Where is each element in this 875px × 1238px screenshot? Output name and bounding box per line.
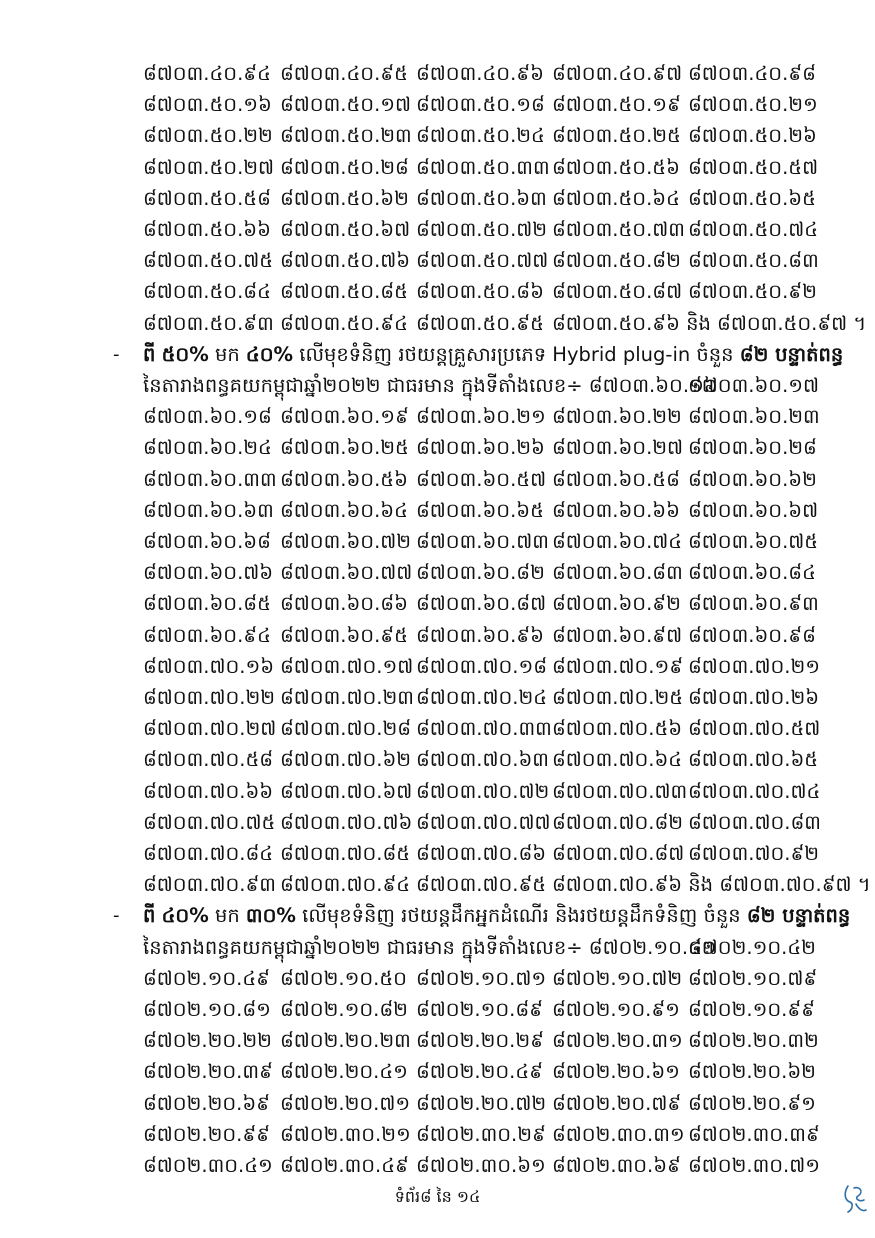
code-row: [143, 495, 823, 527]
tariff-code: ៨៧០៣.៥០.៧៦: [280, 249, 411, 273]
tariff-code: ៨៧០២.២០.៣២: [688, 1029, 819, 1053]
tariff-code: ៨៧០២.១០.៧១: [416, 966, 547, 990]
code-row: [143, 183, 823, 215]
tariff-code: ៨៧០៣.៧០.៦៧: [280, 779, 413, 803]
tariff-code: ៨៧០៣.៥០.៩៤: [280, 311, 408, 335]
tariff-code: ៨៧០៣.៥០.៥៧: [688, 155, 819, 179]
tariff-code: ៨៧០៣.៧០.៧៤: [688, 779, 821, 803]
code-row: [143, 214, 823, 246]
tariff-code: ៨៧០៣.៥០.៧៤: [688, 218, 819, 241]
tariff-code: ៨៧០៣.៧០.៨៥: [280, 842, 411, 865]
code-row: [143, 1025, 823, 1057]
tariff-code: ៨៧០៣.៦០.២១: [416, 405, 546, 429]
tariff-code: ៨៧០៣.៥០.១៨: [416, 93, 545, 117]
tariff-code: ៨៧០៣.៥០.១៧: [280, 93, 412, 117]
tariff-code: ៨៧០៣.៥០.៨៣: [688, 249, 819, 273]
tariff-code: ៨៧០២.៣០.២៩: [416, 1122, 546, 1146]
tariff-code: ៨៧០៣.៦០.៦៤: [280, 498, 408, 522]
tariff-code: ៨៧០៣.៥០.៩២: [688, 280, 817, 304]
from-word: ពី: [143, 904, 156, 928]
tariff-code: ៨៧០៣.៥០.៣៣: [416, 155, 550, 179]
tariff-code: ៨៧០៣.៧០.៦៤: [552, 748, 683, 772]
tariff-code: ៨៧០៣.៦០.៨៦: [280, 592, 408, 616]
tariff-code: ៨៧០៣.៧០.២៥: [552, 686, 684, 709]
tariff-code: ៨៧០៣.៥០.៨៧: [552, 280, 683, 304]
tariff-code: ៨៧០៣.៥០.១៩: [552, 93, 681, 117]
tariff-code: ៨៧០៣.៦០.៨៣: [552, 561, 683, 585]
code-row: [143, 464, 823, 496]
tariff-code: ៨៧០៣.៥០.៩៥: [416, 311, 544, 335]
tariff-code: ៨៧០២.២០.៤១: [280, 1060, 408, 1084]
code-row: [143, 276, 823, 308]
tariff-code: ៨៧០២.២០.៦២: [688, 1060, 816, 1084]
tariff-code: ៨៧០៣.៧០.១៨: [416, 654, 548, 678]
tariff-code: ៨៧០៣.៧០.៥៨: [143, 748, 274, 772]
code-row: [143, 994, 823, 1026]
tariff-code: ៨៧០៣.៥០.៩៣: [143, 311, 274, 335]
tariff-code: ៨៧០៣.៥០.៦៤: [552, 186, 680, 210]
tariff-code: ៨៧០២.២០.៧៩: [552, 1091, 682, 1115]
tariff-code: ៨៧០៣.៦០.៦៦: [552, 498, 680, 522]
tariff-code: ៨៧០៣.៦០.៦៨: [143, 530, 271, 553]
tariff-code: ៨៧០៣.៧០.៩២: [688, 842, 820, 865]
tariff-code: ៨៧០២.៣០.៦១: [416, 1154, 546, 1177]
tariff-code: ៨៧០៣.៧០.២៦: [688, 686, 820, 709]
tariff-code: ៨៧០៣.៦០.១៩: [280, 405, 409, 429]
tariff-code: ៨៧០៣.៥០.៦៥: [688, 186, 816, 210]
bullet-marker: -: [113, 343, 120, 365]
tariff-line-count: ៨២ បន្ទាត់ពន្ធ: [739, 342, 844, 366]
tariff-code: ៨៧០៣.៧០.១៩: [552, 654, 684, 678]
code-row: [143, 869, 871, 901]
tariff-code: ៨៧០៣.៧០.២៤: [416, 686, 548, 709]
tariff-code: ៨៧០២.៣០.៦៩: [552, 1154, 681, 1177]
tariff-code: ៨៧០៣.៦០.៦២: [688, 467, 817, 491]
tariff-code: ៨៧០២.៣០.៧១: [688, 1154, 820, 1177]
tariff-code: ៨៧០២.២០.៧២: [416, 1091, 547, 1115]
tariff-code: ៨៧០៣.៧០.៩៤: [280, 873, 411, 897]
tariff-code: ៨៧០៣.៦០.៦៥: [416, 498, 544, 522]
code-row: [143, 713, 823, 745]
tariff-code: ៨៧០៣.៧០.៥៧: [688, 717, 821, 741]
code-row: [143, 152, 823, 184]
tariff-code: ៨៧០៣.៦០.៦៧: [688, 498, 819, 522]
tariff-code: ៨៧០២.១០.៤៩: [143, 966, 270, 990]
tariff-code: ៨៧០៣.៧០.៨៣: [688, 810, 821, 834]
from-rate: ៥០%: [161, 342, 209, 366]
rate-change-line: [143, 900, 851, 932]
tariff-code: ៨៧០៣.៦០.៧៥: [688, 530, 819, 553]
code-row: [143, 308, 867, 340]
code-row: [143, 963, 823, 995]
tariff-code: ៨៧០៣.៥០.២៨: [280, 155, 409, 179]
tariff-code: ៨៧០៣.៥០.៦៧: [280, 218, 411, 241]
bullet-marker: -: [113, 905, 120, 927]
tariff-code: ៨៧០៣.៧០.៦៣: [416, 748, 549, 772]
tariff-code: ៨៧០៣.៦០.៧៧: [280, 561, 413, 585]
tariff-code: ៨៧០៣.៥០.៦២: [280, 186, 409, 210]
tariff-code: ៨៧០៣.៦០.២៧: [552, 436, 684, 460]
tariff-code: ៨៧០៣.៧០.៩៦ និង ៨៧០៣.៧០.៩៧ ។: [552, 873, 871, 897]
tariff-code: ៨៧០៣.៥០.៧៥: [143, 249, 274, 273]
tariff-code: ៨៧០៣.៦០.៥៦: [280, 467, 408, 491]
tariff-code: ៨៧០៣.៧០.៣៣: [416, 717, 552, 741]
rate-change-line: [143, 339, 844, 371]
tariff-code: ៨៧០៣.៦០.៩៣: [688, 592, 819, 616]
code-row: [143, 1150, 823, 1182]
tariff-code: ៨៧០៣.៧០.៩៥: [416, 873, 547, 897]
schedule-text: នៃតារាងពន្ធគយកម្ពុជាឆ្នាំ២០២២ ជាធរមាន ក្នុងទីតាំងលេខ÷ ៨៧០២.១០.៤១: [143, 935, 717, 959]
tariff-code: ៨៧០៣.៥០.២៧: [143, 155, 275, 179]
code-row: [143, 89, 823, 121]
tariff-code: ៨៧០៣.៥០.២១: [688, 93, 818, 117]
tariff-code: ៨៧០២.២០.៣១: [552, 1029, 683, 1053]
tariff-code: ៨៧០៣.៦០.២៨: [688, 436, 817, 460]
tariff-code: ៨៧០២.២០.២៩: [416, 1029, 544, 1053]
goods-description: លើមុខទំនិញ រថយន្តដឹកអ្នកដំណើរ និងរថយន្តដឹកទំនិញ ចំនួន: [302, 904, 741, 928]
tariff-code: ៨៧០៣.៧០.៩៣: [143, 873, 276, 897]
tariff-code: ៨៧០២.២០.២៣: [280, 1029, 411, 1053]
tariff-code: ៨៧០៣.៥០.៧២: [416, 218, 548, 241]
tariff-code: ៨៧០៣.៧០.៧៦: [280, 810, 413, 834]
tariff-code: ៨៧០២.២០.៣៩: [143, 1060, 273, 1084]
tariff-code: ៨៧០៣.៧០.២៨: [280, 717, 412, 741]
tariff-code: ៨៧០៣.៦០.២២: [552, 405, 682, 429]
initials-signature-mark: [842, 1182, 868, 1216]
tariff-code: ៨៧០៣.៥០.៥៦: [552, 155, 680, 179]
code-row: [143, 401, 823, 433]
tariff-code: ៨៧០៣.៦០.២៦: [416, 436, 545, 460]
goods-description: លើមុខទំនិញ រថយន្តគ្រួសារប្រភេទ Hybrid plug-in ចំនួន: [299, 342, 734, 366]
from-rate: ៤០%: [161, 904, 209, 928]
tariff-code: ៨៧០៣.៧០.៧៧: [416, 810, 551, 834]
tariff-line-count: ៨២ បន្ទាត់ពន្ធ: [746, 904, 851, 928]
tariff-code: ៨៧០៣.៧០.២២: [143, 686, 275, 709]
tariff-code: ៨៧០៣.៦០.៥៧: [416, 467, 547, 491]
tariff-code: ៨៧០៣.៧០.១៧: [280, 654, 414, 678]
page-number: ទំព័រ៨ នៃ ១៤: [394, 1187, 481, 1206]
tariff-code: ៨៧០២.៣០.២១: [280, 1122, 411, 1146]
tariff-code: ៨៧០៣.៧០.៧២: [416, 779, 550, 803]
tariff-code: ៨៧០៣.៦០.២៥: [280, 436, 409, 460]
tariff-code: ៨៧០៣.៤០.៩៧: [552, 62, 683, 85]
code-row: [143, 620, 823, 652]
tariff-code: ៨៧០២.២០.២២: [143, 1029, 272, 1053]
to-rate: ៣០%: [245, 904, 296, 928]
tariff-code: ៨៧០៣.៧០.៨២: [552, 810, 684, 834]
tariff-code: ៨៧០២.១០.៩១: [552, 998, 680, 1021]
to-word: មក: [214, 904, 240, 928]
tariff-code: ៨៧០៣.៥០.៦៣: [416, 186, 547, 210]
code-row: [143, 557, 823, 589]
tariff-code: ៨៧០៣.៥០.៦៦: [143, 218, 271, 241]
tariff-code: ៨៧០៣.៦០.៨៥: [143, 592, 271, 616]
tariff-code: ៨៧០៣.៦០.៩៦: [416, 623, 544, 647]
code-row: [143, 58, 823, 90]
code-row: [143, 588, 823, 620]
tariff-code: ៨៧០២.៣០.៤១: [143, 1154, 273, 1177]
schedule-reference-line: [143, 932, 833, 964]
tariff-code: ៨៧០៣.៤០.៩៨: [688, 62, 816, 85]
tariff-code: ៨៧០២.១០.៨២: [280, 998, 408, 1021]
code-row: [143, 526, 823, 558]
code-row: [143, 838, 823, 870]
tariff-code: ៨៧០៣.៧០.២៧: [143, 717, 277, 741]
tariff-code: ៨៧០៣.៦០.៩២: [552, 592, 681, 616]
code-row: [143, 744, 823, 776]
tariff-code: ៨៧០៣.៤០.៩៤: [143, 62, 271, 85]
tariff-code: ៨៧០៣.៥០.១៦: [143, 93, 272, 117]
tariff-code: ៨៧០២.២០.៩១: [688, 1091, 816, 1115]
tariff-code: ៨៧០៣.៦០.១៧: [688, 374, 820, 397]
tariff-code: ៨៧០៣.៦០.៩៥: [280, 623, 408, 647]
tariff-code: ៨៧០៣.៦០.៨៤: [688, 561, 816, 585]
tariff-code: ៨៧០២.១០.៧២: [552, 966, 683, 990]
code-row: [143, 1119, 823, 1151]
tariff-code: ៨៧០៣.៥០.៨៤: [143, 280, 271, 304]
tariff-code: ៨៧០៣.៦០.៨៧: [416, 592, 547, 616]
tariff-code: ៨៧០៣.៥០.២៣: [280, 124, 412, 148]
tariff-code: ៨៧០៣.៧០.២៣: [280, 686, 414, 709]
from-word: ពី: [143, 342, 156, 366]
tariff-code: ៨៧០៣.៥០.៥៨: [143, 186, 271, 210]
tariff-code: ៨៧០៣.៧០.១៦: [143, 654, 275, 678]
tariff-code: ៨៧០៣.៦០.២៣: [688, 405, 820, 429]
code-row: [143, 120, 823, 152]
tariff-code: ៨៧០៣.៥០.៨៦: [416, 280, 544, 304]
tariff-code: ៨៧០៣.៥០.៨៥: [280, 280, 408, 304]
code-row: [143, 682, 823, 714]
tariff-code: ៨៧០៣.៦០.៧៤: [552, 530, 683, 553]
tariff-code: ៨៧០៣.៦០.៧៦: [143, 561, 274, 585]
tariff-code: ៨៧០៣.៦០.៩៤: [143, 623, 271, 647]
to-word: មក: [214, 342, 240, 366]
tariff-code: ៨៧០២.២០.៧១: [280, 1091, 411, 1115]
tariff-code: ៨៧០២.១០.៨៩: [416, 998, 543, 1021]
code-row: [143, 1088, 823, 1120]
tariff-code: ៨៧០៣.៦០.៩៧: [552, 623, 683, 647]
tariff-code: ៨៧០៣.៥០.៧៧: [416, 249, 549, 273]
tariff-code: ៨៧០២.២០.៦៩: [143, 1091, 270, 1115]
tariff-code: ៨៧០២.១០.៨១: [143, 998, 271, 1021]
tariff-code: ៨៧០៣.៧០.២១: [688, 654, 820, 678]
tariff-code: ៨៧០៣.៥០.២២: [143, 124, 273, 148]
tariff-code: ៨៧០២.២០.៦១: [552, 1060, 680, 1084]
tariff-code: ៨៧០៣.៦០.២៤: [143, 436, 272, 460]
tariff-code: ៨៧០៣.៥០.៧៣: [552, 218, 685, 241]
tariff-code: ៨៧០២.១០.៤២: [688, 935, 816, 959]
code-row: [143, 245, 823, 277]
tariff-code: ៨៧០៣.៦០.៧៣: [416, 530, 549, 553]
tariff-code: ៨៧០៣.៧០.៦២: [280, 748, 412, 772]
tariff-code: ៨៧០៣.៤០.៩៥: [280, 62, 408, 85]
tariff-code: ៨៧០៣.៧០.៧៣: [552, 779, 688, 803]
tariff-code: ៨៧០៣.៦០.៨២: [416, 561, 545, 585]
tariff-code: ៨៧០៣.៧០.៨៦: [416, 842, 547, 865]
code-row: [143, 807, 823, 839]
tariff-code: ៨៧០៣.៧០.៦៦: [143, 779, 274, 803]
tariff-code: ៨៧០៣.៥០.៩៦ និង ៨៧០៣.៥០.៩៧ ។: [552, 311, 867, 335]
tariff-code: ៨៧០៣.៦០.៣៣: [143, 467, 277, 491]
code-row: [143, 432, 823, 464]
tariff-code: ៨៧០៣.៧០.៥៦: [552, 717, 683, 741]
tariff-code: ៨៧០៣.៥០.២៥: [552, 124, 681, 148]
tariff-code: ៨៧០២.២០.៩៩: [143, 1122, 270, 1146]
code-row: [143, 1056, 823, 1088]
tariff-code: ៨៧០៣.៧០.៦៥: [688, 748, 819, 772]
code-row: [143, 651, 823, 683]
tariff-code: ៨៧០៣.៥០.២៦: [688, 124, 817, 148]
tariff-code: ៨៧០៣.៦០.៧២: [280, 530, 412, 553]
tariff-code: ៨៧០២.១០.៩៩: [688, 998, 815, 1021]
tariff-code: ៨៧០៣.៧០.៨៤: [143, 842, 274, 865]
tariff-code: ៨៧០២.៣០.៣១: [552, 1122, 685, 1146]
tariff-code: ៨៧០២.៣០.៤៩: [280, 1154, 409, 1177]
tariff-code: ៨៧០៣.៥០.២៤: [416, 124, 545, 148]
tariff-code: ៨៧០២.១០.៥០: [280, 966, 407, 990]
code-row: [143, 776, 823, 808]
tariff-code: ៨៧០៣.៧០.៨៧: [552, 842, 685, 865]
tariff-code: ៨៧០២.២០.៤៩: [416, 1060, 543, 1084]
tariff-code: ៨៧០២.៣០.៣៩: [688, 1122, 820, 1146]
tariff-code: ៨៧០៣.៤០.៩៦: [416, 62, 544, 85]
tariff-code: ៨៧០៣.៦០.៦៣: [143, 498, 274, 522]
tariff-code: ៨៧០៣.៧០.៧៥: [143, 810, 276, 834]
tariff-code: ៨៧០៣.៦០.១៨: [143, 405, 272, 429]
to-rate: ៤០%: [245, 342, 294, 366]
tariff-code: ៨៧០៣.៦០.៥៨: [552, 467, 680, 491]
tariff-code: ៨៧០៣.៦០.៩៨: [688, 623, 816, 647]
schedule-reference-line: [143, 370, 833, 402]
tariff-code: ៨៧០៣.៥០.៨២: [552, 249, 681, 273]
tariff-code: ៨៧០២.១០.៧៩: [688, 966, 818, 990]
schedule-text: នៃតារាងពន្ធគយកម្ពុជាឆ្នាំ២០២២ ជាធរមាន ក្នុងទីតាំងលេខ÷ ៨៧០៣.៦០.១៦: [143, 374, 718, 397]
